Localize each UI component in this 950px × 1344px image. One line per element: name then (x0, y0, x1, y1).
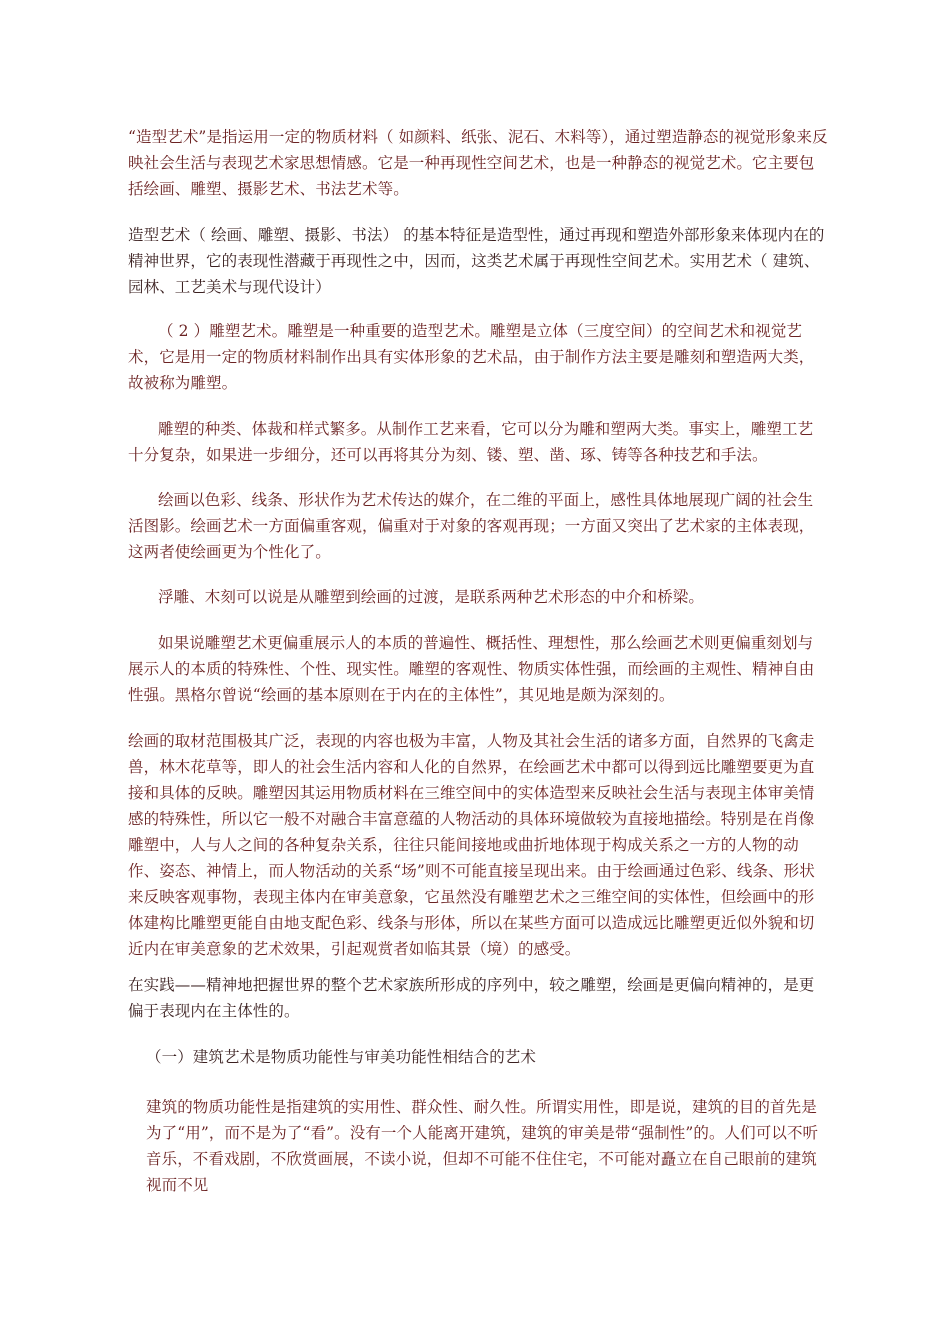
paragraph-sculpture-vs-painting: 如果说雕塑艺术更偏重展示人的本质的普遍性、概括性、理想性，那么绘画艺术则更偏重刻划与展示人的本质的特殊性、个性、现实性。雕塑的客观性、物质实体性强，而绘画的主观性、精神自由性强。黑格尔曾说“绘画的基本原则在于内在的主体性”，其见地是颇为深刻的。 (128, 634, 815, 704)
paragraph-relief-woodcut: 浮雕、木刻可以说是从雕塑到绘画的过渡，是联系两种艺术形态的中介和桥梁。 (158, 588, 705, 606)
paragraph-plastic-arts-definition: “造型艺术”是指运用一定的物质材料（ 如颜料、纸张、泥石、木料等），通过塑造静态的视觉形象来反映社会生活与表现艺术家思想情感。它是一种再现性空间艺术，也是一种静态的视觉艺术。它主要包括绘画、雕塑、摄影艺术、书法艺术等。 (128, 128, 828, 198)
section-heading-architecture: （一）建筑艺术是物质功能性与审美功能性相结合的艺术 (146, 1048, 537, 1066)
paragraph-architecture-function: 建筑的物质功能性是指建筑的实用性、群众性、耐久性。所谓实用性，即是说，建筑的目的首先是为了“用”，而不是为了“看”。没有一个人能离开建筑，建筑的审美是带“强制性”的。人们可以不听音乐，不看戏剧，不欣赏画展，不读小说，但却不可能不住住宅，不可能对矗立在自己眼前的建筑视而不见 (146, 1098, 819, 1194)
paragraph-sculpture-art: （ 2 ）雕塑艺术。雕塑是一种重要的造型艺术。雕塑是立体（三度空间）的空间艺术和视觉艺术，它是用一定的物质材料制作出具有实体形象的艺术品，由于制作方法主要是雕刻和塑造两大类，故被称为雕塑。 (128, 322, 815, 392)
paragraph-painting-media: 绘画以色彩、线条、形状作为艺术传达的媒介，在二维的平面上，感性具体地展现广阔的社会生活图影。绘画艺术一方面偏重客观，偏重对于对象的客观再现；一方面又突出了艺术家的主体表现，这两者使绘画更为个性化了。 (128, 491, 815, 561)
paragraph-sculpture-types: 雕塑的种类、体裁和样式繁多。从制作工艺来看，它可以分为雕和塑两大类。事实上，雕塑工艺十分复杂，如果进一步细分，还可以再将其分为刻、镂、塑、凿、琢、铸等各种技艺和手法。 (128, 420, 814, 464)
paragraph-practice-spirit: 在实践——精神地把握世界的整个艺术家族所形成的序列中，较之雕塑，绘画是更偏向精神的，是更偏于表现内在主体性的。 (128, 976, 815, 1020)
paragraph-painting-subjects: 绘画的取材范围极其广泛，表现的内容也极为丰富，人物及其社会生活的诸多方面，自然界的飞禽走兽，林木花草等，即人的社会生活内容和人化的自然界，在绘画艺术中都可以得到远比雕塑要更为直接和具体的反映。雕塑因其运用物质材料在三维空间中的实体造型来反映社会生活与表现主体审美情感的特殊性，所以它一般不对融合丰富意蕴的人物活动的具体环境做较为直接地描绘。特别是在肖像雕塑中，人与人之间的各种复杂关系，往往只能间接地或曲折地体现于构成关系之一方的人物的动作、姿态、神情上，而人物活动的关系“场”则不可能直接呈现出来。由于绘画通过色彩、线条、形状来反映客观事物，表现主体内在审美意象，它虽然没有雕塑艺术之三维空间的实体性，但绘画中的形体建构比雕塑更能自由地支配色彩、线条与形体，所以在某些方面可以造成远比雕塑更近似外貌和切近内在审美意象的艺术效果，引起观赏者如临其景（境）的感受。 (128, 732, 815, 958)
paragraph-plastic-arts-features: 造型艺术（ 绘画、雕塑、摄影、书法） 的基本特征是造型性，通过再现和塑造外部形象来体现内在的精神世界，它的表现性潜藏于再现性之中，因而，这类艺术属于再现性空间艺术。实用艺术（ 建筑、园林、工艺美术与现代设计） (128, 226, 825, 296)
